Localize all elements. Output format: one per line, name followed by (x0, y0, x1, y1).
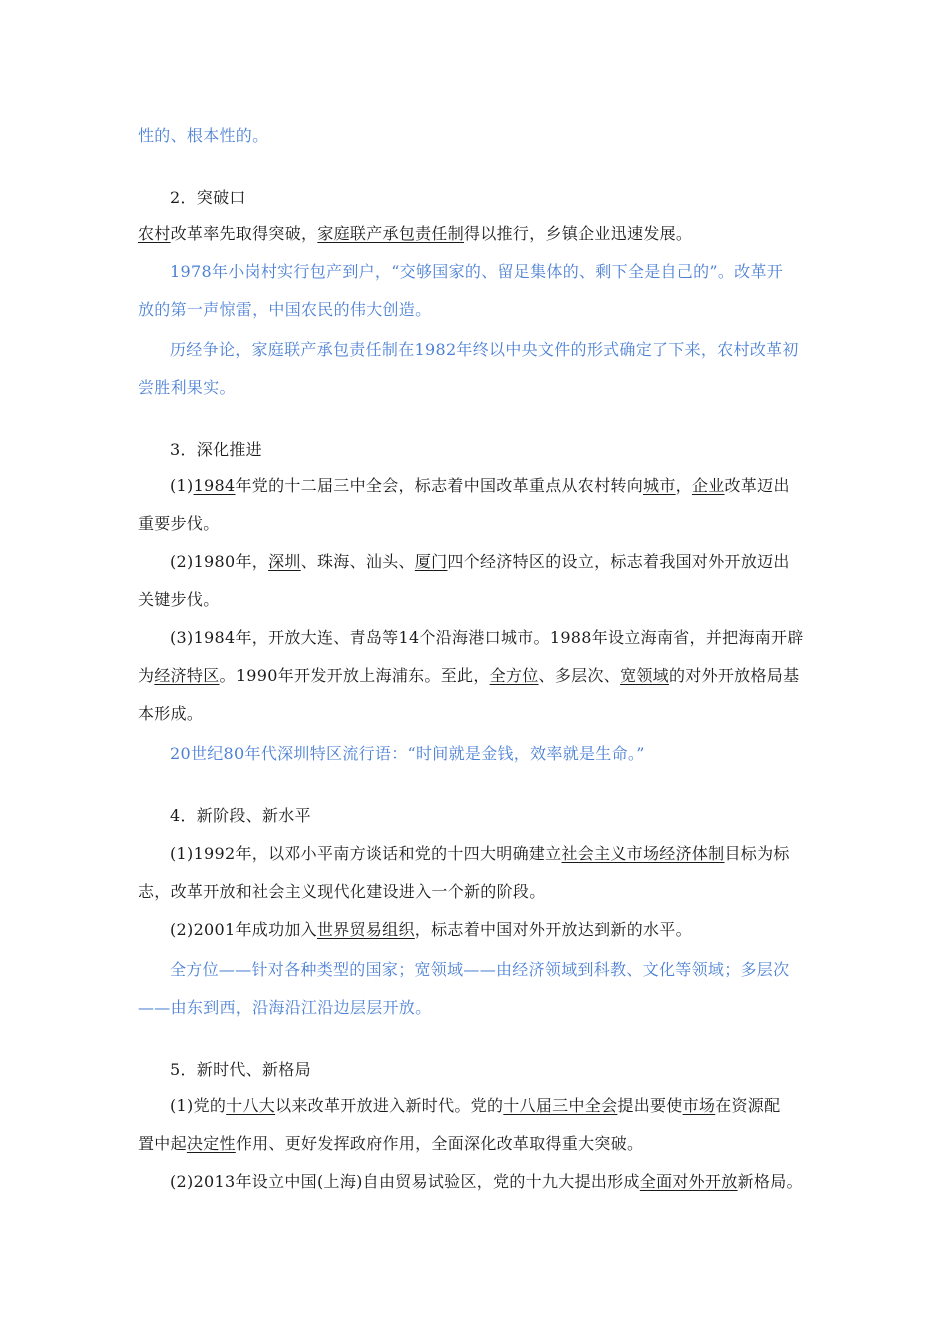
key-term: 决定性 (186, 1134, 236, 1153)
key-term: 市场 (682, 1096, 716, 1115)
paragraph-line (138, 666, 799, 686)
intro-tail: 性的、根本性的。 (138, 126, 269, 145)
text: 作用、更好发挥政府作用，全面深化改革取得重大突破。 (235, 1134, 644, 1153)
key-term: 企业 (691, 476, 725, 495)
text: 改革迈出 (724, 476, 790, 495)
key-term: 全方位 (489, 666, 539, 685)
paragraph-line: 关键步伐。 (138, 590, 220, 609)
key-term: 经济特区 (154, 666, 220, 685)
key-term: 十八大 (226, 1096, 276, 1115)
text: 为 (138, 666, 155, 685)
text: 提出要使 (617, 1096, 683, 1115)
key-term: 1984 (193, 476, 236, 495)
key-term: 世界贸易组织 (316, 920, 415, 939)
paragraph-line: (3)1984年，开放大连、青岛等14个沿海港口城市。1988年设立海南省，并把海南开辟 (170, 628, 804, 647)
text: 以来改革开放进入新时代。党的 (275, 1096, 504, 1115)
text: 、多层次、 (538, 666, 621, 685)
key-term: 城市 (643, 476, 676, 495)
text: 四个经济特区的设立，标志着我国对外开放迈出 (447, 552, 790, 571)
text: 改革率先取得突破， (170, 224, 318, 243)
paragraph-line (170, 844, 790, 864)
section-5-heading: 5．新时代、新格局 (170, 1060, 311, 1079)
section-3-heading: 3．深化推进 (170, 440, 262, 459)
text: ， (675, 476, 692, 495)
key-term: 全面对外开放 (639, 1172, 738, 1191)
text: 、珠海、汕头、 (300, 552, 415, 571)
key-term: 十八届三中全会 (503, 1096, 618, 1115)
note-line: 20世纪80年代深圳特区流行语：“时间就是金钱，效率就是生命。” (170, 744, 645, 763)
text: 年党的十二届三中全会，标志着中国改革重点从农村转向 (235, 476, 644, 495)
text: 的对外开放格局基 (668, 666, 800, 685)
paragraph-line: 本形成。 (138, 704, 204, 723)
key-term: 家庭联产承包责任制 (317, 224, 465, 243)
note-line: ——由东到西，沿海沿江沿边层层开放。 (138, 998, 432, 1017)
paragraph-line (170, 1096, 780, 1116)
key-term: 厦门 (414, 552, 448, 571)
text: (1) (170, 476, 194, 495)
paragraph-line: 重要步伐。 (138, 514, 220, 533)
text: (2)2001年成功加入 (170, 920, 317, 939)
text: (1)党的 (170, 1096, 227, 1115)
text: 。1990年开发开放上海浦东。至此， (219, 666, 490, 685)
paragraph-line (138, 1134, 643, 1154)
text: (2)1980年， (170, 552, 269, 571)
text: 得以推行，乡镇企业迅速发展。 (464, 224, 693, 243)
key-term: 宽领域 (620, 666, 669, 685)
note-line: 尝胜利果实。 (138, 378, 236, 397)
note-line: 放的第一声惊雷，中国农民的伟大创造。 (138, 300, 432, 319)
key-term: 深圳 (268, 552, 301, 571)
text: ，标志着中国对外开放达到新的水平。 (414, 920, 692, 939)
note-line: 全方位——针对各种类型的国家；宽领域——由经济领域到科教、文化等领域；多层次 (170, 960, 790, 979)
text: 目标为标 (724, 844, 790, 863)
note-line: 历经争论，家庭联产承包责任制在1982年终以中央文件的形式确定了下来，农村改革初 (170, 340, 799, 359)
paragraph-line (170, 1172, 803, 1192)
text: 在资源配 (715, 1096, 781, 1115)
key-term: 农村 (138, 224, 171, 243)
section-2-heading: 2．突破口 (170, 188, 246, 207)
text: (2)2013年设立中国(上海)自由贸易试验区，党的十九大提出形成 (170, 1172, 640, 1191)
paragraph-line (170, 920, 692, 940)
paragraph-line (170, 552, 790, 572)
paragraph-line (170, 476, 790, 496)
paragraph-line: 志，改革开放和社会主义现代化建设进入一个新的阶段。 (138, 882, 546, 901)
section-4-heading: 4．新阶段、新水平 (170, 806, 311, 825)
note-line: 1978年小岗村实行包产到户，“交够国家的、留足集体的、剩下全是自己的”。改革开 (170, 262, 784, 281)
key-term: 社会主义市场经济体制 (561, 844, 725, 863)
text: 置中起 (138, 1134, 187, 1153)
section-2-paragraph (138, 224, 692, 244)
text: 新格局。 (737, 1172, 803, 1191)
text: (1)1992年，以邓小平南方谈话和党的十四大明确建立 (170, 844, 562, 863)
